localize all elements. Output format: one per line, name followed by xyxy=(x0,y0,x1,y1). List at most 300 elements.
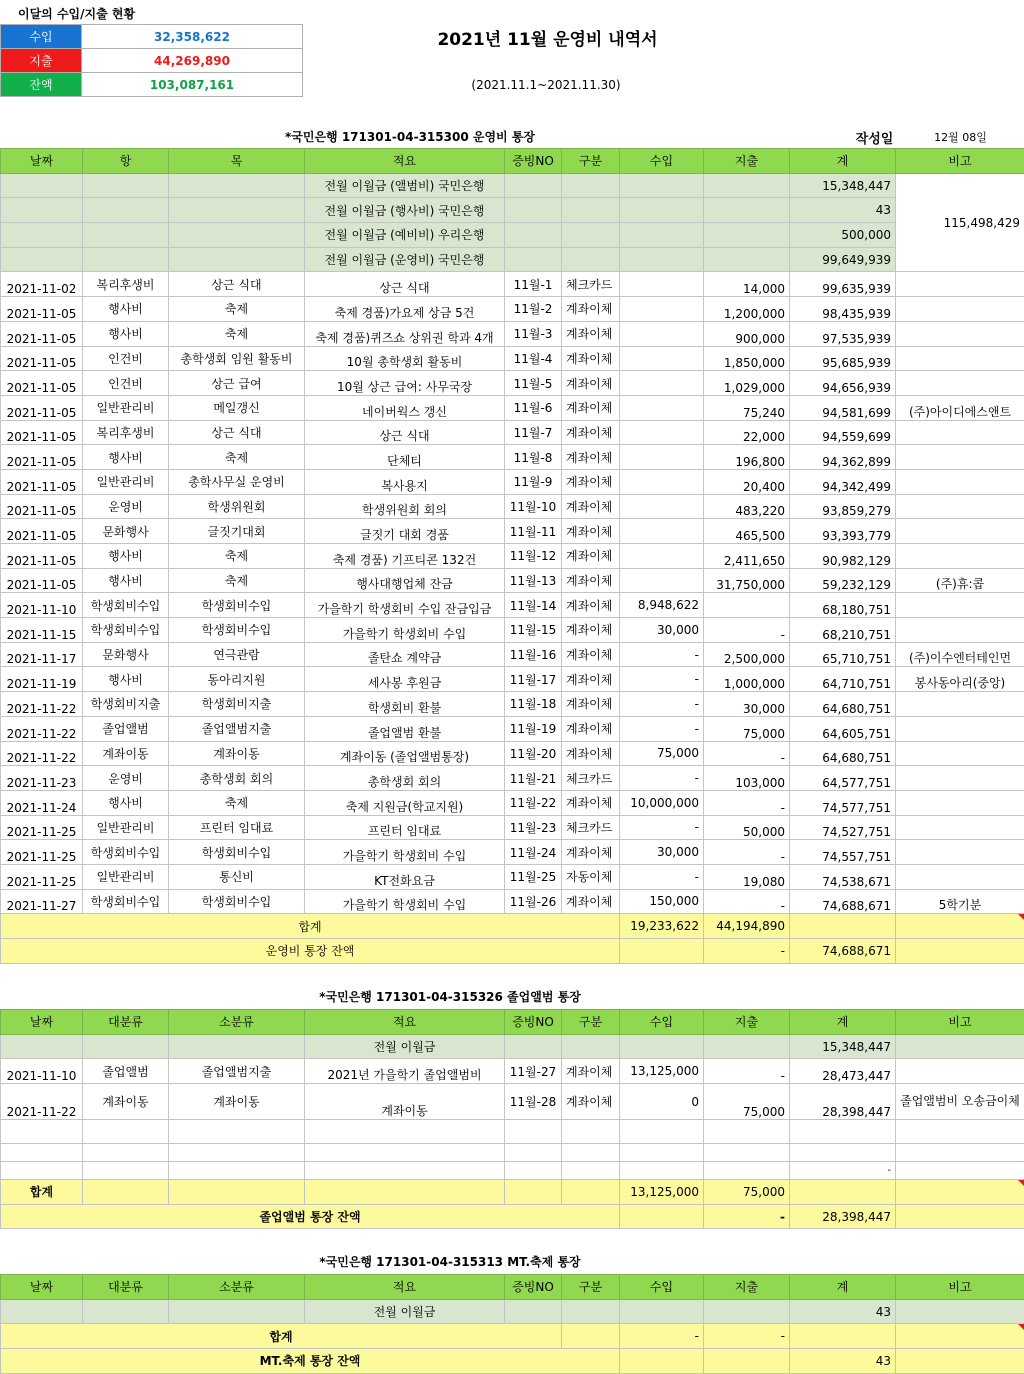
category-cell: 행사비 xyxy=(83,445,169,470)
section2-title: *국민은행 171301-04-315326 졸업앨범 통장 xyxy=(250,988,650,1005)
category-cell: 일반관리비 xyxy=(83,469,169,494)
empty-cell xyxy=(83,198,169,223)
empty-cell xyxy=(83,1299,169,1324)
voucher-no-cell: 11월-4 xyxy=(505,346,562,371)
description-cell: 가을학기 학생회비 수입 xyxy=(305,618,505,643)
subcategory-cell: 축제 xyxy=(169,297,305,322)
category-cell: 학생회비수입 xyxy=(83,593,169,618)
empty-cell xyxy=(562,223,620,248)
empty-cell xyxy=(1,223,83,248)
category-cell: 일반관리비 xyxy=(83,815,169,840)
date-cell: 2021-11-02 xyxy=(1,272,83,297)
income-cell xyxy=(620,297,704,322)
table-row xyxy=(1,790,1024,815)
date-cell: 2021-11-19 xyxy=(1,667,83,692)
date-cell: 2021-11-05 xyxy=(1,297,83,322)
empty-cell xyxy=(896,1120,1024,1144)
income-cell xyxy=(620,568,704,593)
income-cell xyxy=(620,321,704,346)
empty-cell xyxy=(505,1120,562,1144)
empty-cell xyxy=(704,198,790,223)
subcategory-cell: 계좌이동 xyxy=(169,1084,305,1120)
balance-row xyxy=(1,939,1024,964)
payment-type-cell: 계좌이체 xyxy=(562,790,620,815)
income-cell: - xyxy=(620,815,704,840)
column-header: 지출 xyxy=(704,1275,790,1300)
date-cell: 2021-11-05 xyxy=(1,346,83,371)
voucher-no-cell: 11월-21 xyxy=(505,766,562,791)
summary-row-expense xyxy=(1,49,303,73)
empty-cell xyxy=(620,1144,704,1162)
income-cell xyxy=(620,544,704,569)
category-cell: 행사비 xyxy=(83,321,169,346)
empty-dash: - xyxy=(790,1162,896,1180)
expense-cell: 1,029,000 xyxy=(704,371,790,396)
expense-cell: 14,000 xyxy=(704,272,790,297)
total-label: 합계 xyxy=(1,1324,562,1349)
date-cell: 2021-11-05 xyxy=(1,395,83,420)
balance-cell: 98,435,939 xyxy=(790,297,896,322)
balance-cell: 74,688,671 xyxy=(790,889,896,914)
empty-cell xyxy=(620,1349,704,1374)
empty-cell xyxy=(704,247,790,272)
expense-cell: 75,000 xyxy=(704,716,790,741)
subcategory-cell: 상근 급여 xyxy=(169,371,305,396)
empty-cell xyxy=(1,1034,83,1059)
table-row xyxy=(1,642,1024,667)
payment-type-cell: 계좌이체 xyxy=(562,568,620,593)
subcategory-cell: 학생회비수입 xyxy=(169,618,305,643)
voucher-no-cell: 11월-2 xyxy=(505,297,562,322)
income-label: 수입 xyxy=(1,25,82,49)
column-header: 수입 xyxy=(620,1010,704,1035)
voucher-no-cell: 11월-17 xyxy=(505,667,562,692)
document-title: 2021년 11월 운영비 내역서 xyxy=(360,25,735,50)
voucher-no-cell: 11월-26 xyxy=(505,889,562,914)
empty-cell xyxy=(305,1144,505,1162)
empty-cell xyxy=(505,1299,562,1324)
table-row xyxy=(1,544,1024,569)
payment-type-cell: 계좌이체 xyxy=(562,519,620,544)
note-cell xyxy=(896,445,1024,470)
empty-cell xyxy=(620,1120,704,1144)
empty-row xyxy=(1,1120,1024,1144)
empty-cell xyxy=(169,1120,305,1144)
balance-label: MT.축제 통장 잔액 xyxy=(1,1349,620,1374)
category-cell: 복리후생비 xyxy=(83,272,169,297)
total-income: - xyxy=(620,1324,704,1349)
balance-cell: 28,473,447 xyxy=(790,1059,896,1084)
balance-cell: 74,538,671 xyxy=(790,864,896,889)
payment-type-cell: 체크카드 xyxy=(562,766,620,791)
date-cell: 2021-11-10 xyxy=(1,593,83,618)
expense-cell: 22,000 xyxy=(704,420,790,445)
description-cell: 가을학기 학생회비 수입 xyxy=(305,840,505,865)
subcategory-cell: 상근 식대 xyxy=(169,272,305,297)
table-row xyxy=(1,494,1024,519)
date-cell: 2021-11-17 xyxy=(1,642,83,667)
date-cell: 2021-11-05 xyxy=(1,519,83,544)
empty-cell xyxy=(83,1120,169,1144)
description-cell: 축제 경품)가요제 상금 5건 xyxy=(305,297,505,322)
income-cell: 75,000 xyxy=(620,741,704,766)
voucher-no-cell: 11월-9 xyxy=(505,469,562,494)
payment-type-cell: 계좌이체 xyxy=(562,840,620,865)
income-value: 32,358,622 xyxy=(82,25,303,49)
empty-row xyxy=(1,1144,1024,1162)
note-cell xyxy=(896,692,1024,717)
expense-cell: 31,750,000 xyxy=(704,568,790,593)
section1-title: *국민은행 171301-04-315300 운영비 통장 xyxy=(160,128,660,145)
note-cell xyxy=(896,1059,1024,1084)
table-row xyxy=(1,1084,1024,1120)
subcategory-cell: 프린터 임대료 xyxy=(169,815,305,840)
expense-cell: 75,000 xyxy=(704,1084,790,1120)
subcategory-cell: 축제 xyxy=(169,445,305,470)
balance-dash: - xyxy=(704,1204,790,1229)
subcategory-cell: 통신비 xyxy=(169,864,305,889)
payment-type-cell: 계좌이체 xyxy=(562,716,620,741)
income-cell: - xyxy=(620,716,704,741)
header-row xyxy=(1,149,1024,174)
payment-type-cell: 계좌이체 xyxy=(562,1059,620,1084)
description-cell: 전월 이월금 (예비비) 우리은행 xyxy=(305,223,505,248)
table-row xyxy=(1,692,1024,717)
carry-row xyxy=(1,173,1024,198)
voucher-no-cell: 11월-24 xyxy=(505,840,562,865)
balance-label: 운영비 통장 잔액 xyxy=(1,939,620,964)
empty-cell xyxy=(505,247,562,272)
description-cell: 네이버웍스 갱신 xyxy=(305,395,505,420)
carry-total-note: 115,498,429 xyxy=(896,173,1024,272)
note-cell: (주)휴:콥 xyxy=(896,568,1024,593)
subcategory-cell: 총학사무실 운영비 xyxy=(169,469,305,494)
carry-row xyxy=(1,247,1024,272)
empty-cell xyxy=(83,1144,169,1162)
voucher-no-cell: 11월-8 xyxy=(505,445,562,470)
empty-cell xyxy=(83,173,169,198)
total-expense: - xyxy=(704,1324,790,1349)
voucher-no-cell: 11월-23 xyxy=(505,815,562,840)
category-cell: 계좌이동 xyxy=(83,1084,169,1120)
description-cell: 축제 지원금(학교지원) xyxy=(305,790,505,815)
table-row xyxy=(1,840,1024,865)
empty-cell xyxy=(790,1144,896,1162)
expense-cell: - xyxy=(704,840,790,865)
balance-value: 103,087,161 xyxy=(82,73,303,97)
empty-cell xyxy=(896,1204,1024,1229)
category-cell: 계좌이동 xyxy=(83,741,169,766)
empty-cell xyxy=(896,1349,1024,1374)
note-cell xyxy=(896,272,1024,297)
section3-title: *국민은행 171301-04-315313 MT.축제 통장 xyxy=(250,1253,650,1270)
balance-dash: - xyxy=(704,939,790,964)
balance-cell: 99,635,939 xyxy=(790,272,896,297)
category-cell: 행사비 xyxy=(83,667,169,692)
balance-cell: 65,710,751 xyxy=(790,642,896,667)
note-cell xyxy=(896,346,1024,371)
note-cell xyxy=(896,716,1024,741)
empty-cell xyxy=(704,1349,790,1374)
balance-value: 28,398,447 xyxy=(790,1204,896,1229)
empty-cell xyxy=(620,173,704,198)
note-cell xyxy=(896,618,1024,643)
description-cell: 축제 경품)퀴즈쇼 상위권 학과 4개 xyxy=(305,321,505,346)
description-cell: 프린터 임대료 xyxy=(305,815,505,840)
voucher-no-cell: 11월-11 xyxy=(505,519,562,544)
voucher-no-cell: 11월-28 xyxy=(505,1084,562,1120)
empty-cell xyxy=(83,1034,169,1059)
voucher-no-cell: 11월-10 xyxy=(505,494,562,519)
payment-type-cell: 계좌이체 xyxy=(562,889,620,914)
empty-cell xyxy=(704,1144,790,1162)
balance-cell: 64,710,751 xyxy=(790,667,896,692)
total-expense: 44,194,890 xyxy=(704,914,790,939)
date-cell: 2021-11-27 xyxy=(1,889,83,914)
voucher-no-cell: 11월-15 xyxy=(505,618,562,643)
payment-type-cell: 체크카드 xyxy=(562,815,620,840)
note-cell: 봉사동아리(중앙) xyxy=(896,667,1024,692)
subcategory-cell: 총학생회 임원 활동비 xyxy=(169,346,305,371)
description-cell: 전월 이월금 xyxy=(305,1034,505,1059)
column-header: 날짜 xyxy=(1,1010,83,1035)
income-cell xyxy=(620,395,704,420)
voucher-no-cell: 11월-3 xyxy=(505,321,562,346)
date-cell: 2021-11-05 xyxy=(1,494,83,519)
column-header: 증빙NO xyxy=(505,1275,562,1300)
description-cell: 전월 이월금 (운영비) 국민은행 xyxy=(305,247,505,272)
empty-cell xyxy=(83,247,169,272)
empty-cell xyxy=(305,1120,505,1144)
voucher-no-cell: 11월-25 xyxy=(505,864,562,889)
expense-cell: - xyxy=(704,889,790,914)
empty-cell xyxy=(169,1180,305,1205)
income-cell xyxy=(620,420,704,445)
empty-cell xyxy=(1,198,83,223)
income-cell: 30,000 xyxy=(620,618,704,643)
expense-cell: 20,400 xyxy=(704,469,790,494)
column-header: 대분류 xyxy=(83,1275,169,1300)
voucher-no-cell: 11월-16 xyxy=(505,642,562,667)
empty-cell xyxy=(1,1120,83,1144)
category-cell: 학생회비지출 xyxy=(83,692,169,717)
carry-row xyxy=(1,1034,1024,1059)
subcategory-cell: 학생위원회 xyxy=(169,494,305,519)
income-cell: 13,125,000 xyxy=(620,1059,704,1084)
note-cell xyxy=(896,371,1024,396)
summary-title: 이달의 수입/지출 현황 xyxy=(18,5,135,22)
date-cell: 2021-11-05 xyxy=(1,544,83,569)
empty-cell xyxy=(562,1162,620,1180)
empty-cell xyxy=(505,1034,562,1059)
date-cell: 2021-11-25 xyxy=(1,815,83,840)
empty-cell xyxy=(790,1180,896,1205)
balance-cell: 74,527,751 xyxy=(790,815,896,840)
empty-cell xyxy=(505,198,562,223)
table-row xyxy=(1,889,1024,914)
subcategory-cell: 졸업앨범지출 xyxy=(169,1059,305,1084)
subcategory-cell: 계좌이동 xyxy=(169,741,305,766)
payment-type-cell: 계좌이체 xyxy=(562,494,620,519)
date-cell: 2021-11-22 xyxy=(1,716,83,741)
balance-cell: 43 xyxy=(790,198,896,223)
column-header: 적요 xyxy=(305,1275,505,1300)
carry-row xyxy=(1,223,1024,248)
subcategory-cell: 글짓기대회 xyxy=(169,519,305,544)
payment-type-cell: 계좌이체 xyxy=(562,692,620,717)
balance-row xyxy=(1,1204,1024,1229)
payment-type-cell: 계좌이체 xyxy=(562,593,620,618)
empty-cell xyxy=(704,173,790,198)
income-cell: 30,000 xyxy=(620,840,704,865)
table-row xyxy=(1,716,1024,741)
payment-type-cell: 계좌이체 xyxy=(562,445,620,470)
income-cell: - xyxy=(620,864,704,889)
description-cell: 글짓기 대회 경품 xyxy=(305,519,505,544)
note-cell: (주)이수엔터테인먼 xyxy=(896,642,1024,667)
column-header: 증빙NO xyxy=(505,1010,562,1035)
empty-cell xyxy=(562,1299,620,1324)
empty-cell xyxy=(83,1180,169,1205)
category-cell: 행사비 xyxy=(83,544,169,569)
balance-cell: 59,232,129 xyxy=(790,568,896,593)
balance-cell: 74,577,751 xyxy=(790,790,896,815)
note-cell: 졸업앨범비 오송금이체 xyxy=(896,1084,1024,1120)
empty-cell xyxy=(83,1162,169,1180)
description-cell: 총학생회 회의 xyxy=(305,766,505,791)
income-cell: 10,000,000 xyxy=(620,790,704,815)
category-cell: 졸업앨범 xyxy=(83,1059,169,1084)
empty-cell xyxy=(562,1324,620,1349)
note-cell xyxy=(896,544,1024,569)
payment-type-cell: 자동이체 xyxy=(562,864,620,889)
income-cell xyxy=(620,494,704,519)
description-cell: 전월 이월금 (앨범비) 국민은행 xyxy=(305,173,505,198)
category-cell: 복리후생비 xyxy=(83,420,169,445)
author-date-value: 12월 08일 xyxy=(913,129,1008,145)
album-account-table xyxy=(0,1009,1024,1229)
voucher-no-cell: 11월-7 xyxy=(505,420,562,445)
balance-cell: 15,348,447 xyxy=(790,173,896,198)
category-cell: 일반관리비 xyxy=(83,395,169,420)
note-cell xyxy=(896,864,1024,889)
note-cell xyxy=(896,593,1024,618)
empty-cell xyxy=(790,1324,896,1349)
table-row xyxy=(1,766,1024,791)
income-cell: 0 xyxy=(620,1084,704,1120)
summary-row-balance xyxy=(1,73,303,97)
date-cell: 2021-11-05 xyxy=(1,568,83,593)
empty-cell xyxy=(305,1162,505,1180)
payment-type-cell: 체크카드 xyxy=(562,272,620,297)
category-cell: 운영비 xyxy=(83,766,169,791)
empty-cell xyxy=(620,1299,704,1324)
date-cell: 2021-11-24 xyxy=(1,790,83,815)
empty-cell xyxy=(620,939,704,964)
balance-cell: 64,577,751 xyxy=(790,766,896,791)
expense-value: 44,269,890 xyxy=(82,49,303,73)
empty-cell xyxy=(505,1162,562,1180)
column-header: 날짜 xyxy=(1,1275,83,1300)
payment-type-cell: 계좌이체 xyxy=(562,297,620,322)
empty-cell xyxy=(562,173,620,198)
balance-cell: 94,656,939 xyxy=(790,371,896,396)
subcategory-cell: 축제 xyxy=(169,790,305,815)
empty-cell xyxy=(562,1144,620,1162)
total-row xyxy=(1,914,1024,939)
note-cell xyxy=(896,494,1024,519)
description-cell: 상근 식대 xyxy=(305,272,505,297)
table-row xyxy=(1,593,1024,618)
payment-type-cell: 계좌이체 xyxy=(562,395,620,420)
voucher-no-cell: 11월-14 xyxy=(505,593,562,618)
empty-cell xyxy=(169,173,305,198)
expense-cell: - xyxy=(704,741,790,766)
expense-label: 지출 xyxy=(1,49,82,73)
note-cell: 5학기분 xyxy=(896,889,1024,914)
empty-cell xyxy=(704,1162,790,1180)
table-row xyxy=(1,445,1024,470)
balance-cell: 68,210,751 xyxy=(790,618,896,643)
balance-cell: 94,362,899 xyxy=(790,445,896,470)
empty-cell xyxy=(1,247,83,272)
empty-cell xyxy=(896,1324,1024,1349)
income-cell: - xyxy=(620,642,704,667)
voucher-no-cell: 11월-12 xyxy=(505,544,562,569)
empty-cell xyxy=(896,939,1024,964)
empty-cell xyxy=(620,1162,704,1180)
empty-cell xyxy=(505,1180,562,1205)
payment-type-cell: 계좌이체 xyxy=(562,420,620,445)
balance-cell: 64,680,751 xyxy=(790,692,896,717)
expense-cell: - xyxy=(704,1059,790,1084)
total-income: 19,233,622 xyxy=(620,914,704,939)
date-cell: 2021-11-05 xyxy=(1,420,83,445)
category-cell: 인건비 xyxy=(83,371,169,396)
description-cell: 학생회비 환불 xyxy=(305,692,505,717)
empty-cell xyxy=(562,1180,620,1205)
balance-cell: 74,557,751 xyxy=(790,840,896,865)
expense-cell xyxy=(704,593,790,618)
note-cell xyxy=(896,815,1024,840)
description-cell: 2021년 가을학기 졸업앨범비 xyxy=(305,1059,505,1084)
payment-type-cell: 계좌이체 xyxy=(562,741,620,766)
empty-cell xyxy=(620,247,704,272)
expense-cell: 900,000 xyxy=(704,321,790,346)
description-cell: 전월 이월금 xyxy=(305,1299,505,1324)
empty-cell xyxy=(169,247,305,272)
note-cell xyxy=(896,741,1024,766)
balance-cell: 64,605,751 xyxy=(790,716,896,741)
column-header: 계 xyxy=(790,1010,896,1035)
payment-type-cell: 계좌이체 xyxy=(562,618,620,643)
date-cell: 2021-11-15 xyxy=(1,618,83,643)
column-header: 소분류 xyxy=(169,1275,305,1300)
balance-value: 43 xyxy=(790,1349,896,1374)
empty-cell xyxy=(896,1162,1024,1180)
column-header: 비고 xyxy=(896,1275,1024,1300)
table-row xyxy=(1,371,1024,396)
income-cell xyxy=(620,371,704,396)
description-cell: 졸탄쇼 계약금 xyxy=(305,642,505,667)
balance-cell: 94,342,499 xyxy=(790,469,896,494)
empty-cell xyxy=(704,1120,790,1144)
payment-type-cell: 계좌이체 xyxy=(562,544,620,569)
empty-row xyxy=(1,1162,1024,1180)
category-cell: 행사비 xyxy=(83,790,169,815)
balance-cell: 94,581,699 xyxy=(790,395,896,420)
table-row xyxy=(1,297,1024,322)
